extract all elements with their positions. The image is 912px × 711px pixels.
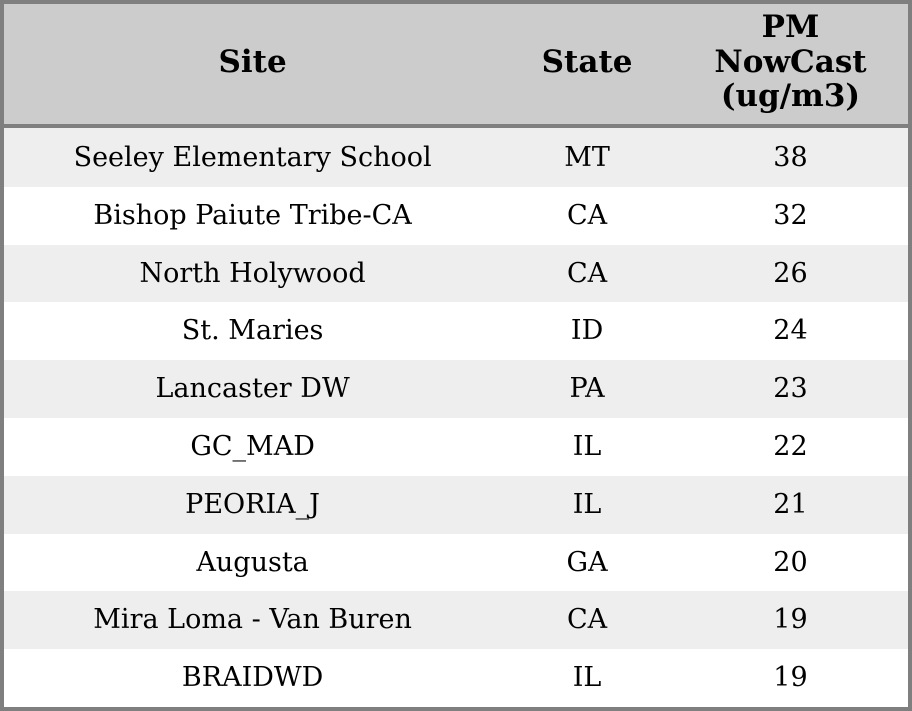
column-header-state-label: State	[541, 43, 633, 80]
table-row	[4, 591, 908, 649]
cell-pm-nowcast: 32	[673, 187, 908, 245]
column-header-pm-nowcast-line3: (ug/m3)	[720, 78, 861, 115]
cell-site: St. Maries	[4, 302, 501, 360]
cell-site: Augusta	[4, 534, 501, 592]
table-row	[4, 476, 908, 534]
column-header-site	[4, 4, 501, 126]
cell-state: CA	[501, 187, 673, 245]
column-header-site-label: Site	[218, 43, 287, 80]
cell-pm-nowcast: 26	[673, 245, 908, 303]
cell-site: BRAIDWD	[4, 649, 501, 707]
pm-nowcast-table	[4, 4, 908, 707]
cell-state: ID	[501, 302, 673, 360]
column-header-pm-nowcast-line2: NowCast	[714, 43, 867, 80]
cell-state: IL	[501, 476, 673, 534]
column-header-state	[501, 4, 673, 126]
cell-state: IL	[501, 649, 673, 707]
cell-pm-nowcast: 38	[673, 126, 908, 187]
table-row	[4, 534, 908, 592]
table-row	[4, 126, 908, 187]
table-header	[4, 4, 908, 126]
column-header-pm-nowcast-line1: PM	[761, 9, 820, 45]
cell-site: North Holywood	[4, 245, 501, 303]
cell-pm-nowcast: 23	[673, 360, 908, 418]
cell-pm-nowcast: 24	[673, 302, 908, 360]
cell-site: Lancaster DW	[4, 360, 501, 418]
cell-pm-nowcast: 20	[673, 534, 908, 592]
cell-site: Bishop Paiute Tribe-CA	[4, 187, 501, 245]
table-row	[4, 418, 908, 476]
cell-site: GC_MAD	[4, 418, 501, 476]
cell-state: MT	[501, 126, 673, 187]
table-row	[4, 187, 908, 245]
cell-state: IL	[501, 418, 673, 476]
table-row	[4, 245, 908, 303]
cell-pm-nowcast: 21	[673, 476, 908, 534]
table-row	[4, 302, 908, 360]
cell-state: PA	[501, 360, 673, 418]
table-row	[4, 649, 908, 707]
cell-site: Seeley Elementary School	[4, 126, 501, 187]
cell-state: GA	[501, 534, 673, 592]
cell-pm-nowcast: 19	[673, 649, 908, 707]
table-header-row	[4, 4, 908, 126]
cell-site: Mira Loma - Van Buren	[4, 591, 501, 649]
cell-pm-nowcast: 22	[673, 418, 908, 476]
cell-pm-nowcast: 19	[673, 591, 908, 649]
table-row	[4, 360, 908, 418]
column-header-pm-nowcast	[673, 4, 908, 126]
table-body	[4, 126, 908, 707]
cell-site: PEORIA_J	[4, 476, 501, 534]
cell-state: CA	[501, 245, 673, 303]
cell-state: CA	[501, 591, 673, 649]
